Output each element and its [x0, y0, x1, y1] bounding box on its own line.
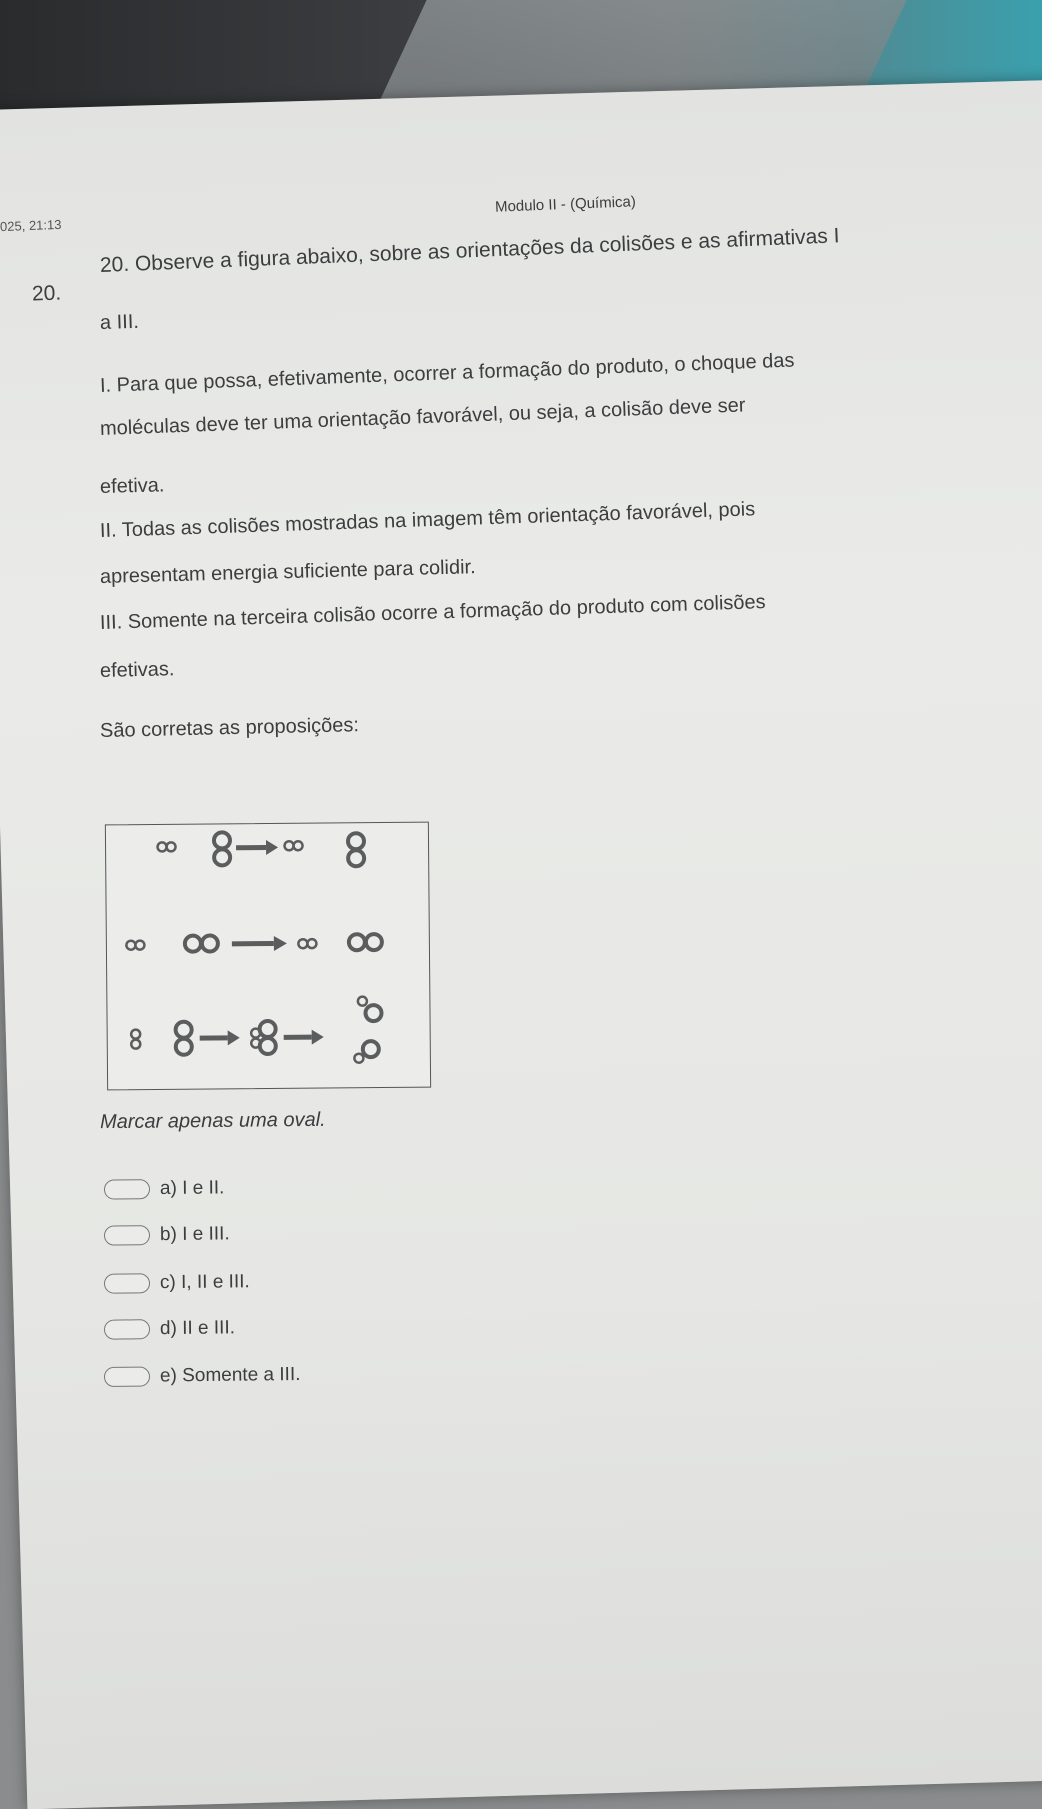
proposition-1-line2: moléculas deve ter uma orientação favorável, ou seja, a colisão deve ser	[99, 394, 746, 440]
option-e-oval[interactable]	[104, 1367, 150, 1387]
proposition-1-line3: efetiva.	[99, 474, 165, 498]
collision-figure	[105, 822, 431, 1091]
question-number: 20.	[31, 281, 62, 306]
option-b-oval[interactable]	[104, 1225, 150, 1245]
option-b-label: b) I e III.	[159, 1223, 230, 1246]
question-prompt: São corretas as proposições:	[99, 714, 360, 742]
option-e[interactable]	[104, 1364, 301, 1388]
question-text-line2: a III.	[99, 310, 140, 334]
proposition-3-line2: efetivas.	[99, 658, 175, 682]
row1-reactant-a	[158, 842, 176, 851]
option-a-oval[interactable]	[104, 1179, 150, 1199]
option-c-label: c) I, II e III.	[159, 1271, 250, 1294]
option-d-oval[interactable]	[104, 1319, 150, 1339]
option-c[interactable]	[104, 1271, 250, 1295]
option-a[interactable]	[104, 1177, 225, 1200]
row3-reactant-a	[131, 1030, 140, 1049]
row2-product-b	[349, 934, 382, 950]
arrow-row3-first	[200, 1030, 240, 1045]
row1-product-a	[285, 841, 303, 850]
arrow-row1	[236, 840, 278, 855]
proposition-1-line1: I. Para que possa, efetivamente, ocorrer a formação do produto, o choque das	[99, 349, 795, 397]
option-c-oval[interactable]	[104, 1273, 150, 1293]
arrow-row2	[232, 936, 287, 951]
row1-reactant-b	[214, 832, 230, 865]
option-d-label: d) II e III.	[159, 1317, 236, 1340]
timestamp: 025, 21:13	[0, 216, 62, 235]
option-a-label: a) I e II.	[159, 1177, 225, 1200]
question-text-line1: 20. Observe a figura abaixo, sobre as orientações da colisões e as afirmativas I	[99, 224, 840, 277]
proposition-3-line1: III. Somente na terceira colisão ocorre a formação do produto com colisões	[99, 591, 766, 634]
row3-intermediate	[251, 1021, 276, 1054]
answer-instruction: Marcar apenas uma oval.	[99, 1108, 326, 1134]
proposition-2-line2: apresentam energia suficiente para colidir.	[99, 556, 476, 588]
row2-product-a	[298, 939, 316, 948]
row2-reactant-a	[126, 941, 144, 950]
module-header: Modulo II - (Química)	[494, 193, 637, 216]
row3-reactant-b	[176, 1022, 192, 1055]
proposition-2-line1: II. Todas as colisões mostradas na imagem têm orientação favorável, pois	[99, 498, 756, 542]
option-e-label: e) Somente a III.	[159, 1363, 301, 1387]
row3-product-top	[358, 997, 382, 1022]
row3-product-bottom	[354, 1041, 379, 1063]
option-d[interactable]	[104, 1317, 235, 1340]
row2-reactant-b	[185, 935, 218, 951]
row1-product-b	[348, 833, 364, 866]
option-b[interactable]	[104, 1223, 230, 1246]
arrow-row3-second	[284, 1030, 324, 1045]
collision-diagram	[106, 823, 430, 1090]
